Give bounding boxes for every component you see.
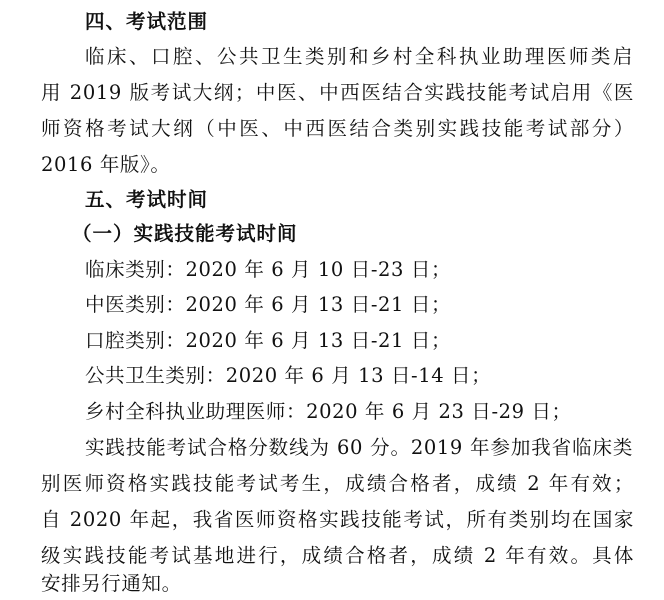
schedule-item-clinical: 临床类别：2020 年 6 月 10 日-23 日； [85,258,452,281]
paragraph-line-2: 别医师资格实践技能考试考生，成绩合格者，成绩 2 年有效； [41,472,634,495]
section-heading-exam-time: 五、考试时间 [85,188,209,211]
schedule-item-tcm: 中医类别：2020 年 6 月 13 日-21 日； [85,293,452,316]
paragraph-line-3: 自 2020 年起，我省医师资格实践技能考试，所有类别均在国家 [41,508,634,531]
schedule-item-dental: 口腔类别：2020 年 6 月 13 日-21 日； [85,329,452,352]
schedule-item-rural-general: 乡村全科执业助理医师：2020 年 6 月 23 日-29 日； [85,400,572,423]
paragraph-line-1: 实践技能考试合格分数线为 60 分。2019 年参加我省临床类 [85,436,633,459]
scope-line-4: 2016 年版》。 [41,153,171,176]
scope-line-2: 用 2019 版考试大纲；中医、中西医结合实践技能考试启用《医 [41,81,634,104]
section-heading-exam-scope: 四、考试范围 [85,10,209,33]
scope-line-1: 临床、口腔、公共卫生类别和乡村全科执业助理医师类启 [85,45,633,68]
paragraph-line-5: 安排另行通知。 [41,572,182,595]
paragraph-line-4: 级实践技能考试基地进行，成绩合格者，成绩 2 年有效。具体 [41,544,634,567]
schedule-item-public-health: 公共卫生类别：2020 年 6 月 13 日-14 日； [85,364,492,387]
subheading-practical-exam-time: （一）实践技能考试时间 [72,222,298,245]
scope-line-3: 师资格考试大纲（中医、中西医结合类别实践技能考试部分） [41,117,634,140]
